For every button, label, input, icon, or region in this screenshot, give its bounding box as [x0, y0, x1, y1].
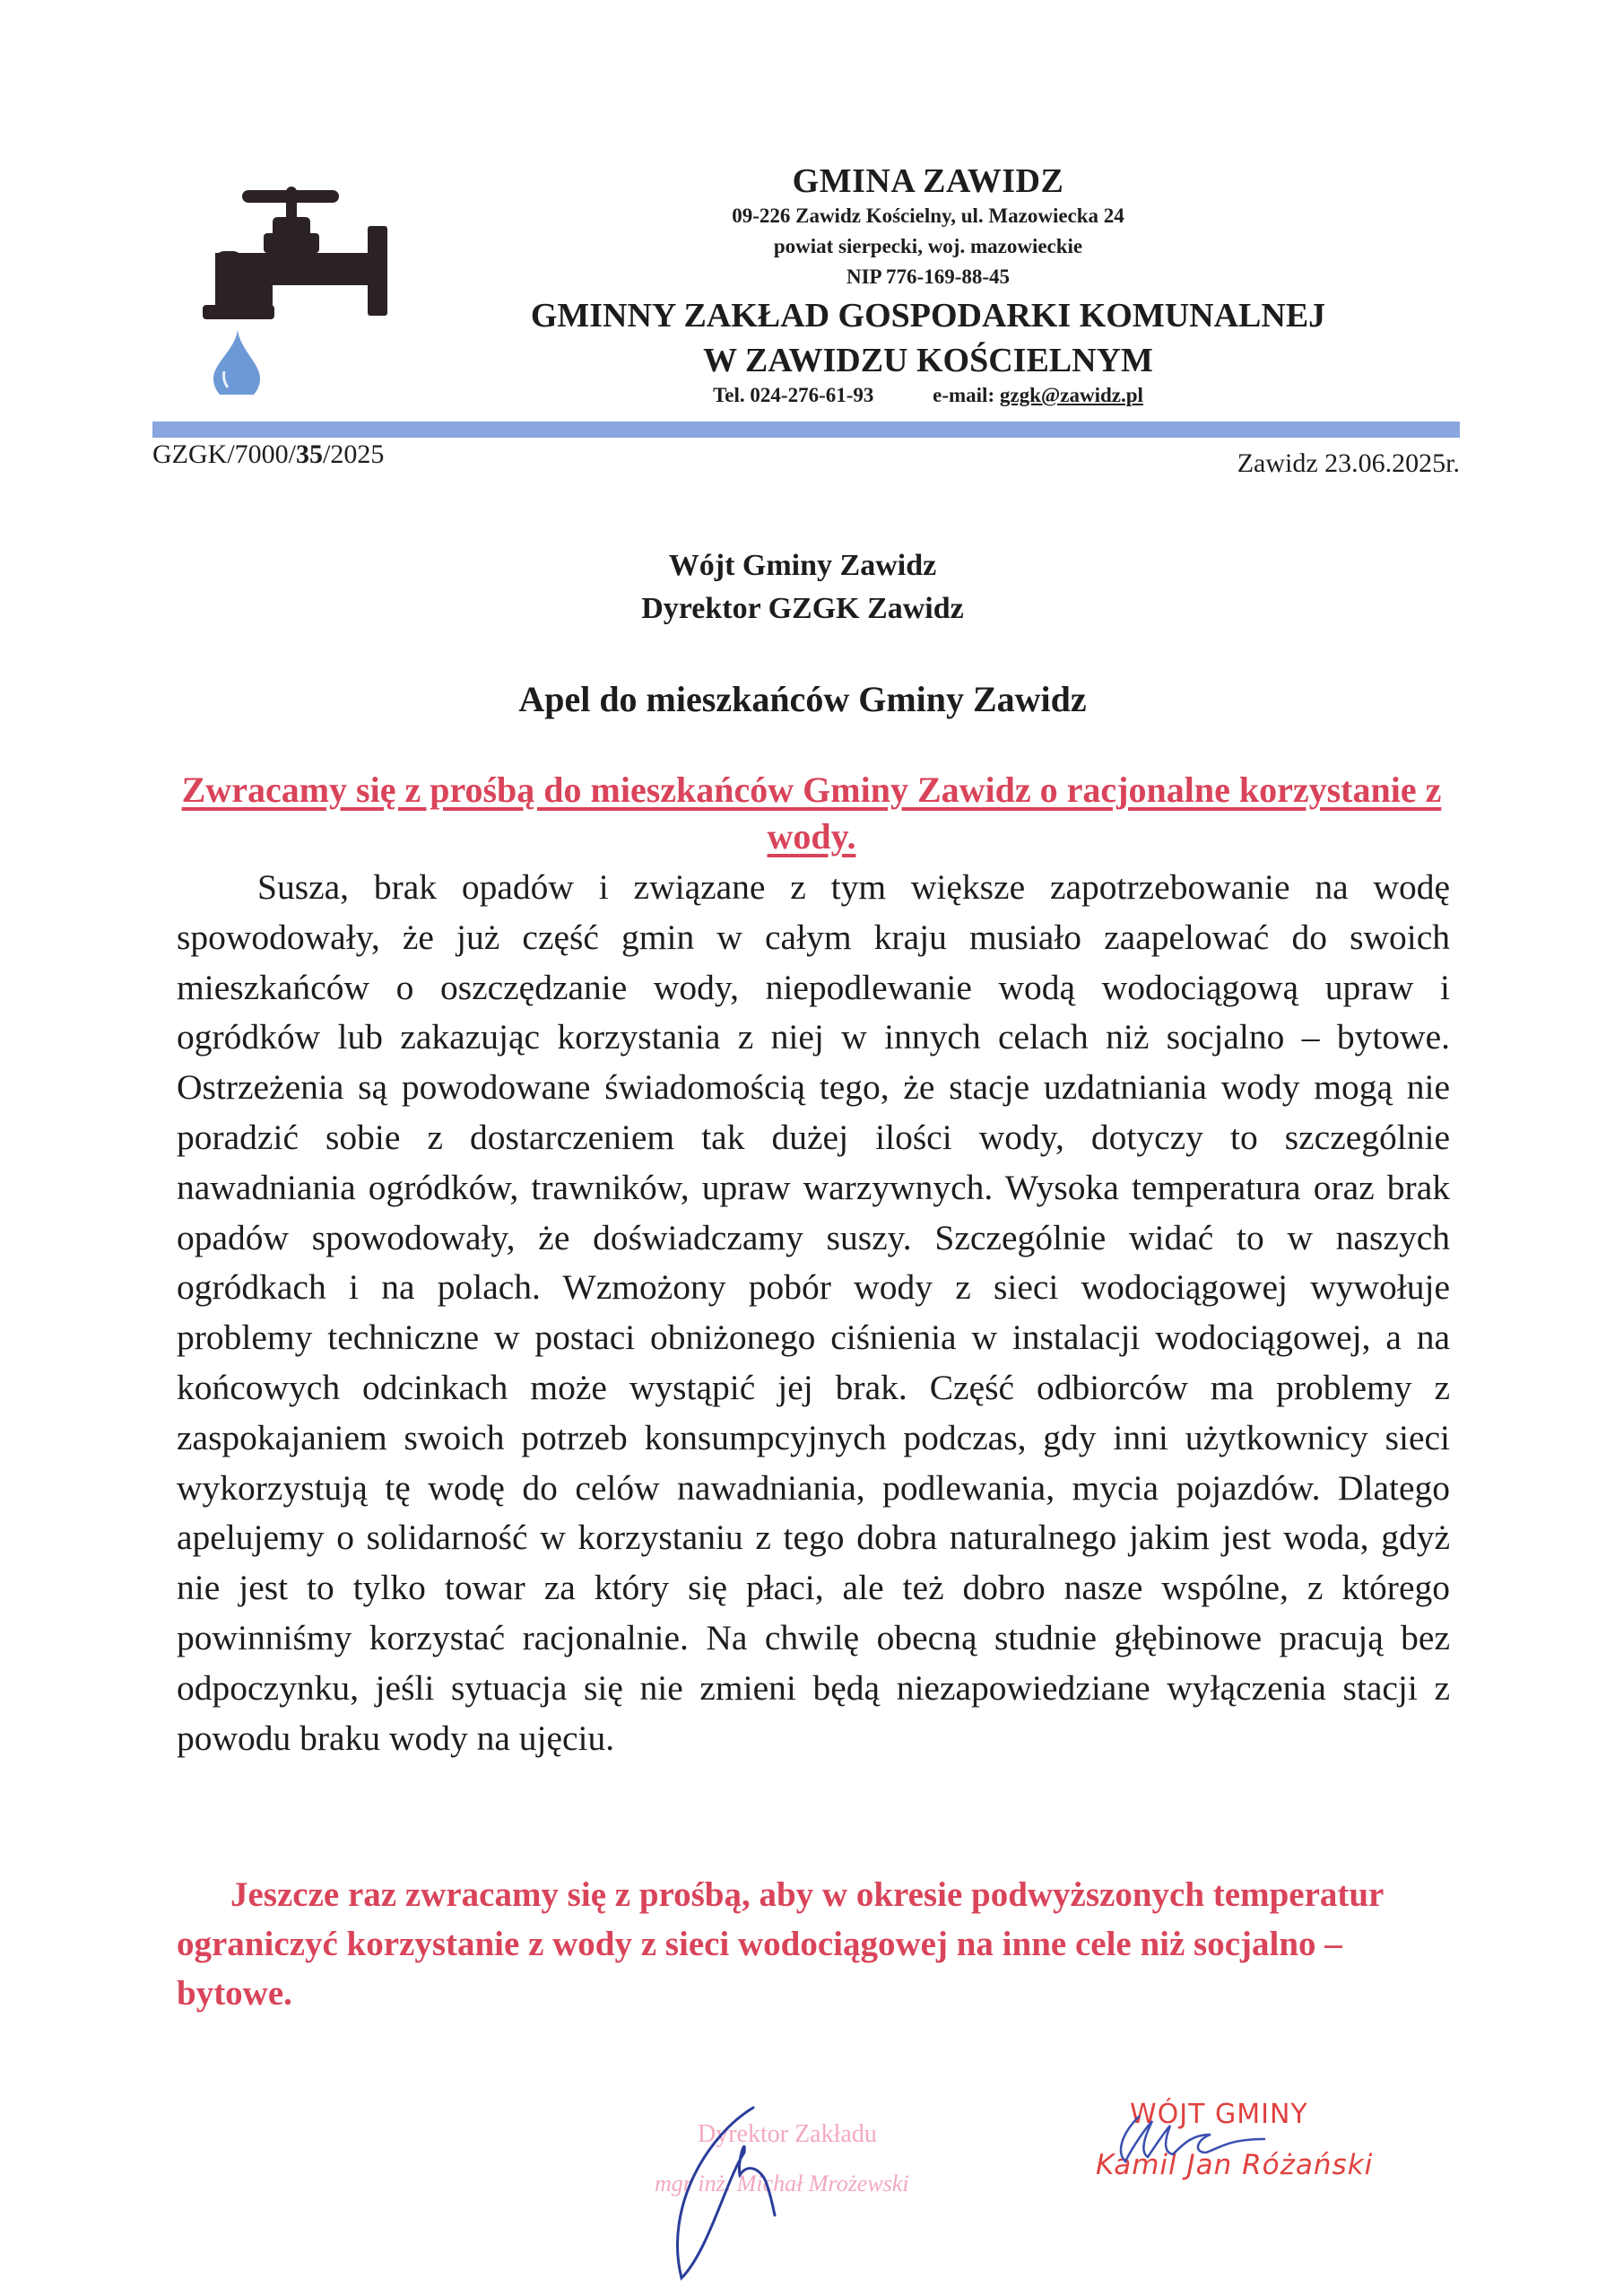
reference-prefix: GZGK/7000/ — [152, 439, 296, 469]
email-label: e-mail: — [933, 384, 995, 406]
organization-name-line-1: GMINNY ZAKŁAD GOSPODARKI KOMUNALNEJ — [530, 297, 1326, 335]
contact-line — [395, 384, 1462, 407]
address-line-1: 09-226 Zawidz Kościelny, ul. Mazowiecka 24 — [732, 204, 1124, 227]
reference-number-bold: 35 — [296, 439, 323, 469]
director-stamp-title: Dyrektor Zakładu — [698, 2120, 877, 2148]
mayor-stamp-name: Kamil Jan Różański — [1096, 2149, 1374, 2181]
body-paragraph: Susza, brak opadów i związane z tym większe zapotrzebowanie na wodę spowodowały, że już część gmin w całym kraju musiało zaapelować do swoich mieszkańców o oszczędzanie wody, niepodlewanie wodą wodociągową upraw i ogródków lub zakazując korzystania z niej w innych celach niż socjalno – bytowe. Ostrzeżenia są powodowane świadomością tego, że stacje uzdatniania wody mogą nie poradzić sobie z dostarczeniem tak dużej ilości wody, dotyczy to szczególnie nawadniania ogródków, trawników, upraw warzywnych. Wysoka temperatura oraz brak opadów spowodowały, że doświadczamy suszy. Szczególnie widać to w naszych ogródkach i na polach. Wzmożony pobór wody z sieci wodociągowej wywołuje problemy techniczne w postaci obniżonego ciśnienia w instalacji wodociągowej, a na końcowych odcinkach może wystąpić jej brak. Część odbiorców ma problemy z zaspokajaniem swoich potrzeb konsumpcyjnych podczas, gdy inni użytkownicy sieci wykorzystują tę wodę do celów nawadniania, podlewania, mycia pojazdów. Dlatego apelujemy o solidarność w korzystaniu z tego dobra naturalnego jakim jest woda, gdyż nie jest to tylko towar za który się płaci, ale też dobro nasze wspólne, z którego powinniśmy korzystać racjonalnie. Na chwilę obecną studnie głębinowe pracują bez odpoczynku, jeśli sytuacja się nie zmieni będą niezapowiedziane wyłączenia stacji z powodu braku wody na ujęciu. — [177, 867, 1450, 1758]
mayor-stamp-title: WÓJT GMINY — [1130, 2099, 1308, 2130]
director-stamp-name: mgr inż. Michał Mrożewski — [655, 2170, 909, 2196]
document-title: Apel do mieszkańców Gminy Zawidz — [518, 679, 1087, 719]
mayor-signature-block — [1085, 2099, 1408, 2206]
mayor-signature-icon — [1085, 2099, 1408, 2206]
phone-number: Tel. 024-276-61-93 — [713, 384, 874, 406]
faucet-logo-icon — [188, 179, 395, 395]
municipality-name: GMINA ZAWIDZ — [792, 162, 1064, 200]
address-line-2: powiat sierpecki, woj. mazowieckie — [773, 235, 1083, 257]
tax-id: NIP 776-169-88-45 — [846, 265, 1011, 288]
document-date: Zawidz 23.06.2025r. — [1237, 448, 1460, 478]
appeal-heading — [161, 767, 1462, 860]
email-link[interactable]: gzgk@zawidz.pl — [999, 384, 1143, 406]
director-signature-block — [655, 2099, 951, 2296]
closing-appeal: Jeszcze raz zwracamy się z prośbą, aby w okresie podwyższonych temperatur ograniczyć korzystanie z wody z sieci wodociągowej na inne cele niż socjalno – bytowe. — [177, 1875, 1384, 2013]
addressee-director: Dyrektor GZGK Zawidz — [641, 592, 964, 625]
reference-suffix: /2025 — [323, 439, 385, 469]
director-signature-icon — [655, 2099, 951, 2296]
reference-number — [152, 439, 384, 470]
header-divider-bar — [152, 422, 1460, 438]
addressee-mayor: Wójt Gminy Zawidz — [668, 549, 937, 582]
appeal-heading-text: Zwracamy się z prośbą do mieszkańców Gminy Zawidz o racjonalne korzystanie z wody. — [181, 770, 1442, 857]
organization-name-line-2: W ZAWIDZU KOŚCIELNYM — [703, 342, 1153, 379]
